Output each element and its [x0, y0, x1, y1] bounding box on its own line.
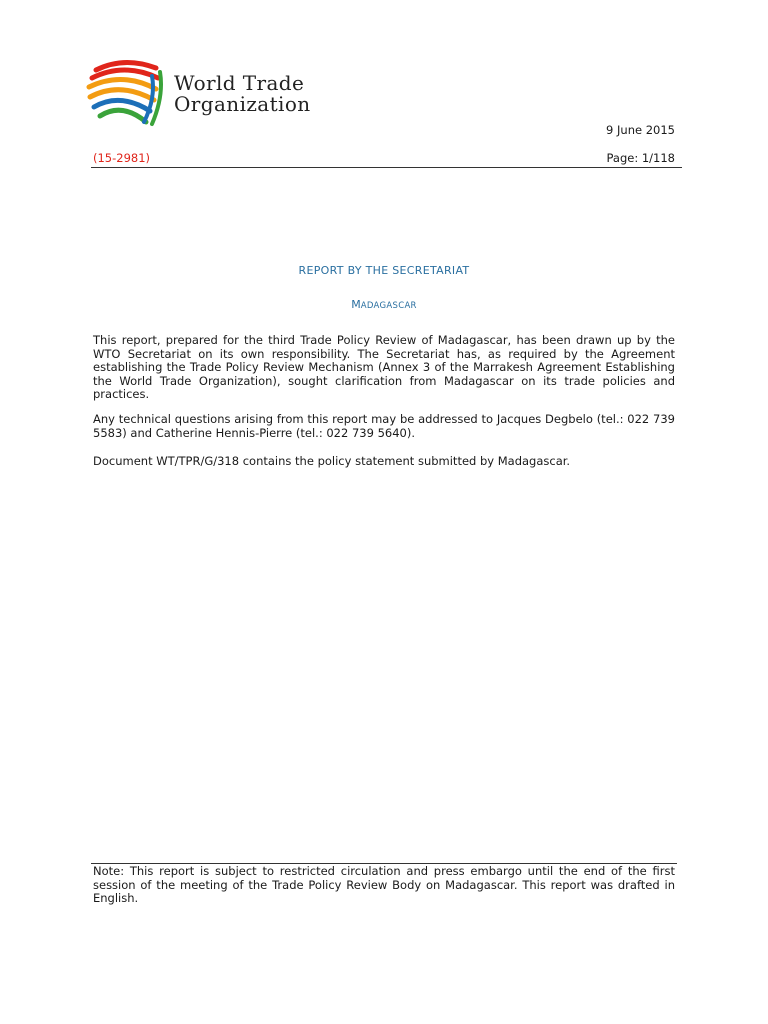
report-title: REPORT BY THE SECRETARIAT	[298, 264, 470, 277]
wto-wordmark-line1	[174, 73, 311, 94]
country-title-rest: ADAGASCAR	[360, 301, 417, 311]
paragraph-policy-statement: Document WT/TPR/G/318 contains the policy statement submitted by Madagascar.	[93, 454, 571, 468]
wto-logo	[84, 56, 332, 130]
wto-logo-mark-icon	[84, 56, 164, 130]
wto-wordmark-line2	[174, 94, 311, 115]
country-title-initial: M	[351, 298, 361, 311]
embargo-note: Note: This report is subject to restricted circulation and press embargo until the end of the first session of the meeting of the Trade Policy Review Body on Madagascar. This report was drafted in English.	[93, 864, 675, 905]
logo-line2: Organization	[174, 92, 311, 116]
page-number: Page: 1/118	[606, 151, 675, 165]
document-date: 9 June 2015	[606, 123, 675, 137]
paragraph-contacts: Any technical questions arising from this report may be addressed to Jacques Degbelo (tel.: 022 739 5583) and Catherine Hennis-Pierre (tel.: 022 739 5640).	[93, 412, 675, 440]
wto-wordmark	[174, 73, 311, 115]
paragraph-intro: This report, prepared for the third Trade Policy Review of Madagascar, has been drawn up by the WTO Secretariat on its own responsibility. The Secretariat has, as required by the Agreement establishing the Trade Policy Review Mechanism (Annex 3 of the Marrakesh Agreement Establishing the World Trade Organization), sought clarification from Madagascar on its trade policies and practices.	[93, 333, 675, 401]
country-title	[0, 298, 768, 311]
logo-line1: World Trade	[174, 71, 305, 95]
document-reference: (15-2981)	[93, 151, 151, 165]
header-divider	[91, 167, 682, 168]
